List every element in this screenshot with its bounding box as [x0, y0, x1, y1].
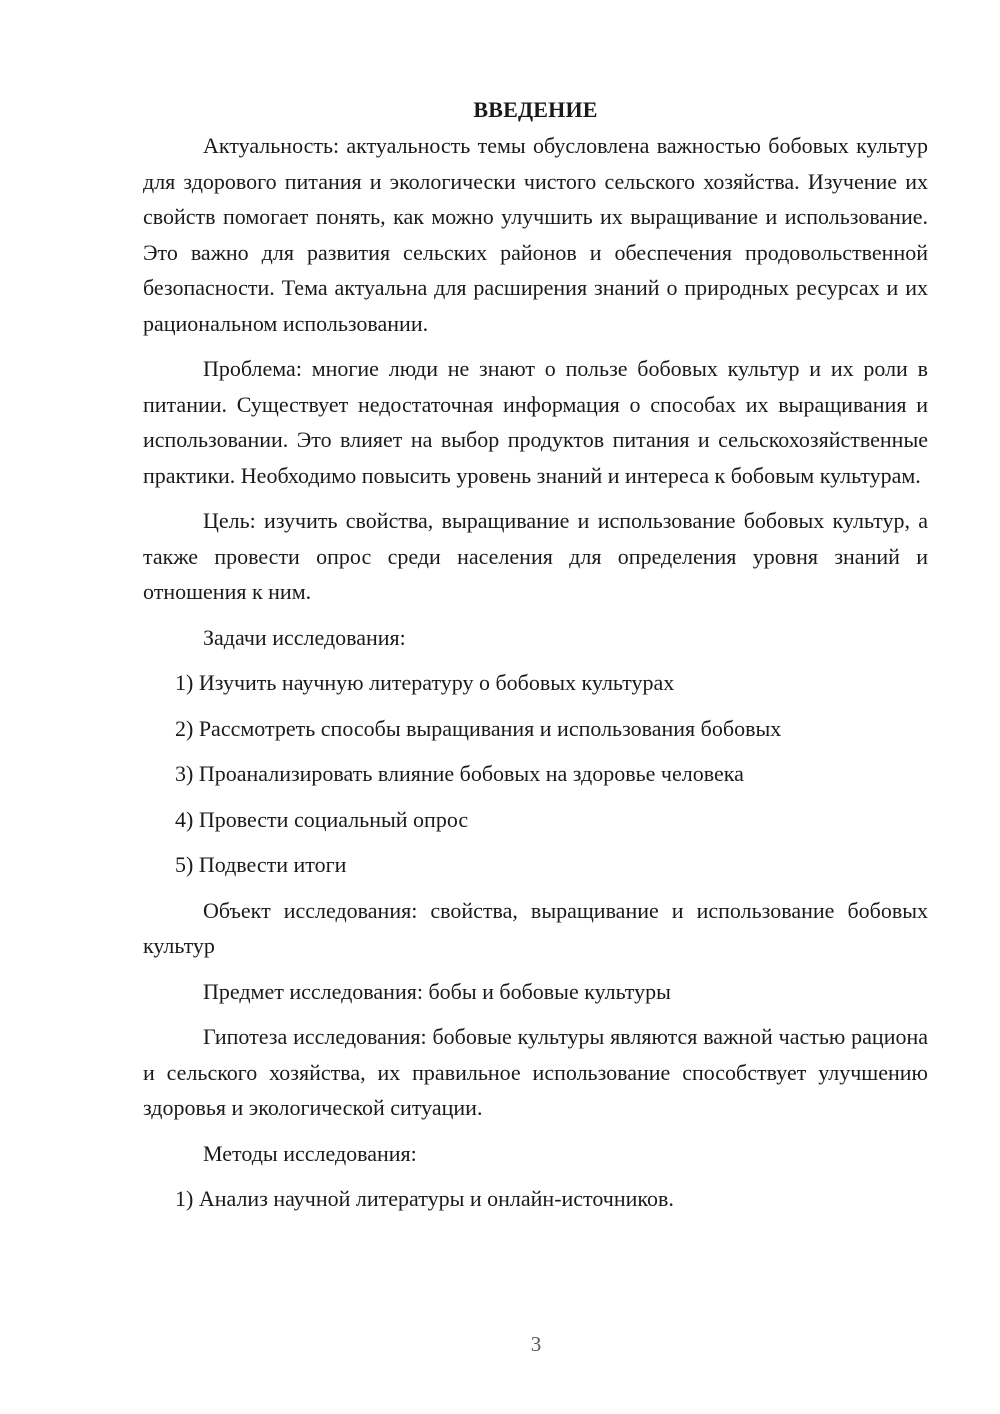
list-item: 3) Проанализировать влияние бобовых на здоровье человека [175, 761, 744, 786]
list-item: 1) Изучить научную литературу о бобовых культурах [175, 670, 675, 695]
page-title: ВВЕДЕНИЕ [473, 97, 598, 122]
tasks-heading: Задачи исследования: [203, 624, 406, 650]
methods-heading: Методы исследования: [203, 1140, 417, 1166]
relevance-paragraph: Актуальность: актуальность темы обусловлена важностью бобовых культур для здорового питания и экологически чистого сельского хозяйства. Изучение их свойств помогает понять, как можно улучшить их выращивание и использование. Это важно для развития сельских районов и обеспечения продовольственной безопасности. Тема актуальна для расширения знаний о природных ресурсах и их рациональном использовании. [143, 133, 928, 336]
document-page [143, 92, 928, 1227]
list-item: 5) Подвести итоги [175, 852, 347, 877]
tasks-list [143, 665, 928, 883]
methods-list [143, 1181, 928, 1217]
list-item: 4) Провести социальный опрос [175, 806, 469, 832]
list-item: 1) Анализ научной литературы и онлайн-источников. [175, 1186, 674, 1211]
object-paragraph: Объект исследования: свойства, выращивание и использование бобовых культур [143, 897, 928, 958]
page-number: 3 [530, 1332, 542, 1356]
problem-paragraph: Проблема: многие люди не знают о пользе бобовых культур и их роли в питании. Существует недостаточная информация о способах их выращивания и использовании. Это влияет на выбор продуктов питания и сельскохозяйственные практики. Необходимо повысить уровень знаний и интереса к бобовым культурам. [143, 356, 928, 488]
goal-paragraph: Цель: изучить свойства, выращивание и использование бобовых культур, а также провести опрос среди населения для определения уровня знаний и отношения к ним. [143, 508, 928, 604]
list-item: 2) Рассмотреть способы выращивания и использования бобовых [175, 715, 782, 741]
hypothesis-paragraph: Гипотеза исследования: бобовые культуры являются важной частью рациона и сельского хозяйства, их правильное использование способствует улучшению здоровья и экологической ситуации. [143, 1024, 928, 1120]
subject-paragraph: Предмет исследования: бобы и бобовые культуры [203, 978, 671, 1004]
